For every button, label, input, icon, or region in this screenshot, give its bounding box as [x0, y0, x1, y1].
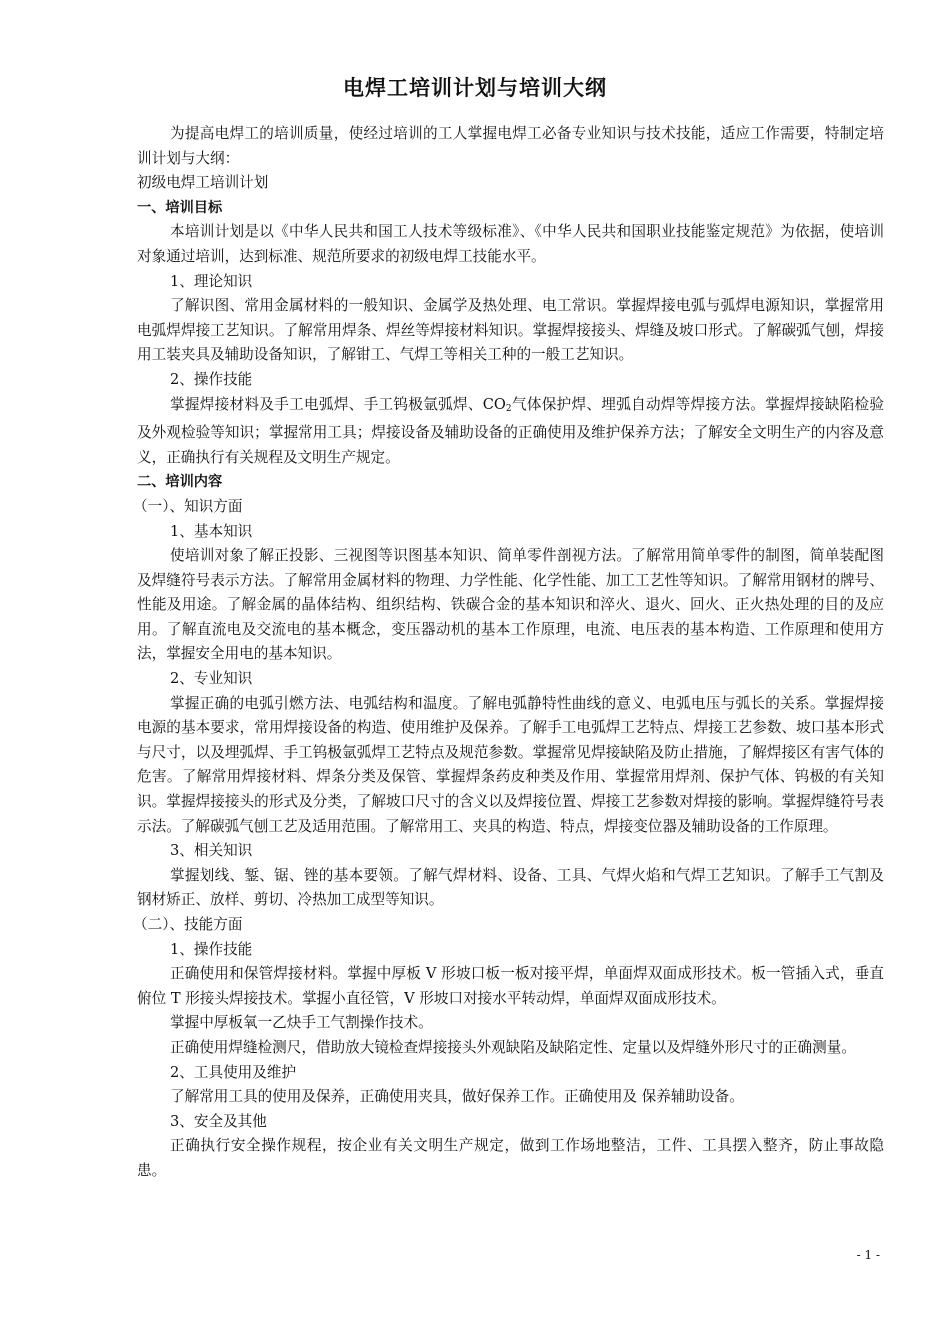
related-knowledge-paragraph: 掌握划线、錾、锯、锉的基本要领。了解气焊材料、设备、工具、气焊火焰和气焊工艺知识。了解手工气割及钢材矫正、放样、剪切、冷热加工成型等知识。 [137, 866, 884, 909]
gas-cutting-paragraph: 掌握中厚板氧一乙炔手工气割操作技术。 [170, 1014, 433, 1032]
section-heading-content: 二、培训内容 [137, 474, 223, 491]
document-body [133, 122, 884, 1184]
subheading-tool-maintenance: 2、工具使用及维护 [170, 1063, 297, 1081]
plan-title: 初级电焊工培训计划 [137, 174, 269, 192]
theory-paragraph: 了解识图、常用金属材料的一般知识、金属学及热处理、电工常识。掌握焊接电弧与弧焊电源知识，掌握常用电弧焊焊接工艺知识。了解常用焊条、焊丝等焊接材料知识。掌握焊接接头、焊缝及坡口形式。了解碳弧气刨，焊接用工装夹具及辅助设备知识，了解钳工、气焊工等相关工种的一般工艺知识。 [137, 297, 884, 364]
goal-paragraph: 本培训计划是以《中华人民共和国工人技术等级标准》、《中华人民共和国职业技能鉴定规范》为依据，使培训对象通过培训，达到标准、规范所要求的初级电焊工技能水平。 [137, 223, 884, 265]
subsection-knowledge: （一）、知识方面 [133, 497, 243, 515]
tool-maintenance-paragraph: 了解常用工具的使用及保养，正确使用夹具，做好保养工作。正确使用及 保养辅助设备。 [170, 1088, 744, 1106]
subheading-related-knowledge: 3、相关知识 [170, 842, 253, 860]
page-number: - 1 - [856, 1248, 880, 1262]
subheading-operation-skills-2: 1、操作技能 [170, 940, 253, 958]
subheading-operation-skills: 2、操作技能 [170, 370, 253, 388]
co2-subscript: 2 [505, 403, 512, 414]
section-heading-goals: 一、培训目标 [137, 199, 223, 216]
inspection-paragraph: 正确使用焊缝检测尺，借助放大镜检查焊接接头外观缺陷及缺陷定性、定量以及焊缝外形尺寸的正确测量。 [170, 1038, 856, 1056]
operation-skills-text-a: 掌握焊接材料及手工电弧焊、手工钨极氩弧焊、CO [170, 395, 506, 413]
basic-knowledge-paragraph: 使培训对象了解正投影、三视图等识图基本知识、简单零件剖视方法。了解常用简单零件的制图，简单装配图及焊缝符号表示方法。了解常用金属材料的物理、力学性能、化学性能、加工工艺性等知识。了解常用钢材的牌号、性能及用途。了解金属的晶体结构、组织结构、铁碳合金的基本知识和淬火、退火、回火、正火热处理的目的及应用。了解直流电及交流电的基本概念，变压器动机的基本工作原理，电流、电压表的基本构造、工作原理和使用方法，掌握安全用电的基本知识。 [137, 547, 884, 663]
subheading-professional-knowledge: 2、专业知识 [170, 670, 253, 688]
subheading-basic-knowledge: 1、基本知识 [170, 522, 253, 540]
operation-skills-2-paragraph: 正确使用和保管焊接材料。掌握中厚板 V 形坡口板一板对接平焊，单面焊双面成形技术。板一管插入式，垂直俯位 T 形接头焊接技术。掌握小直径管，V 形坡口对接水平转动焊，单面焊双面成形技术。 [137, 965, 884, 1007]
operation-skills-text-b: 气体保护焊、埋弧自动焊等焊接方法。掌握焊接缺陷检验及外观检验等知识；掌握常用工具；焊接设备及辅助设备的正确使用及维护保养方法；了解安全文明生产的内容及意义，正确执行有关规程及文明生产规定。 [137, 395, 884, 466]
professional-knowledge-paragraph: 掌握正确的电弧引燃方法、电弧结构和温度。了解电弧静特性曲线的意义、电弧电压与弧长的关系。掌握焊接电源的基本要求，常用焊接设备的构造、使用维护及保养。了解手工电弧焊工艺特点、焊接工艺参数、坡口基本形式与尺寸，以及埋弧焊、手工钨极氩弧焊工艺特点及规范参数。掌握常见焊接缺陷及防止措施，了解焊接区有害气体的危害。了解常用焊接材料、焊条分类及保管、掌握焊条药皮种类及作用、掌握常用焊剂、保护气体、钨极的有关知识。掌握焊接接头的形式及分类，了解坡口尺寸的含义以及焊接位置、焊接工艺参数对焊接的影响。掌握焊缝符号表示法。了解碳弧气刨工艺及适用范围。了解常用工、夹具的构造、特点，焊接变位器及辅助设备的工作原理。 [137, 694, 884, 835]
operation-skills-paragraph [137, 393, 884, 471]
document-title: 电焊工培训计划与培训大纲 [343, 76, 607, 100]
intro-paragraph: 为提高电焊工的培训质量，使经过培训的工人掌握电焊工必备专业知识与技术技能，适应工作需要，特制定培训计划与大纲： [137, 125, 884, 167]
subheading-safety: 3、安全及其他 [170, 1112, 267, 1130]
subsection-skills: （二）、技能方面 [133, 916, 243, 933]
safety-paragraph: 正确执行安全操作规程，按企业有关文明生产规定，做到工作场地整洁，工件、工具摆入整齐，防止事故隐患。 [137, 1137, 884, 1179]
subheading-theory: 1、理论知识 [170, 272, 253, 290]
